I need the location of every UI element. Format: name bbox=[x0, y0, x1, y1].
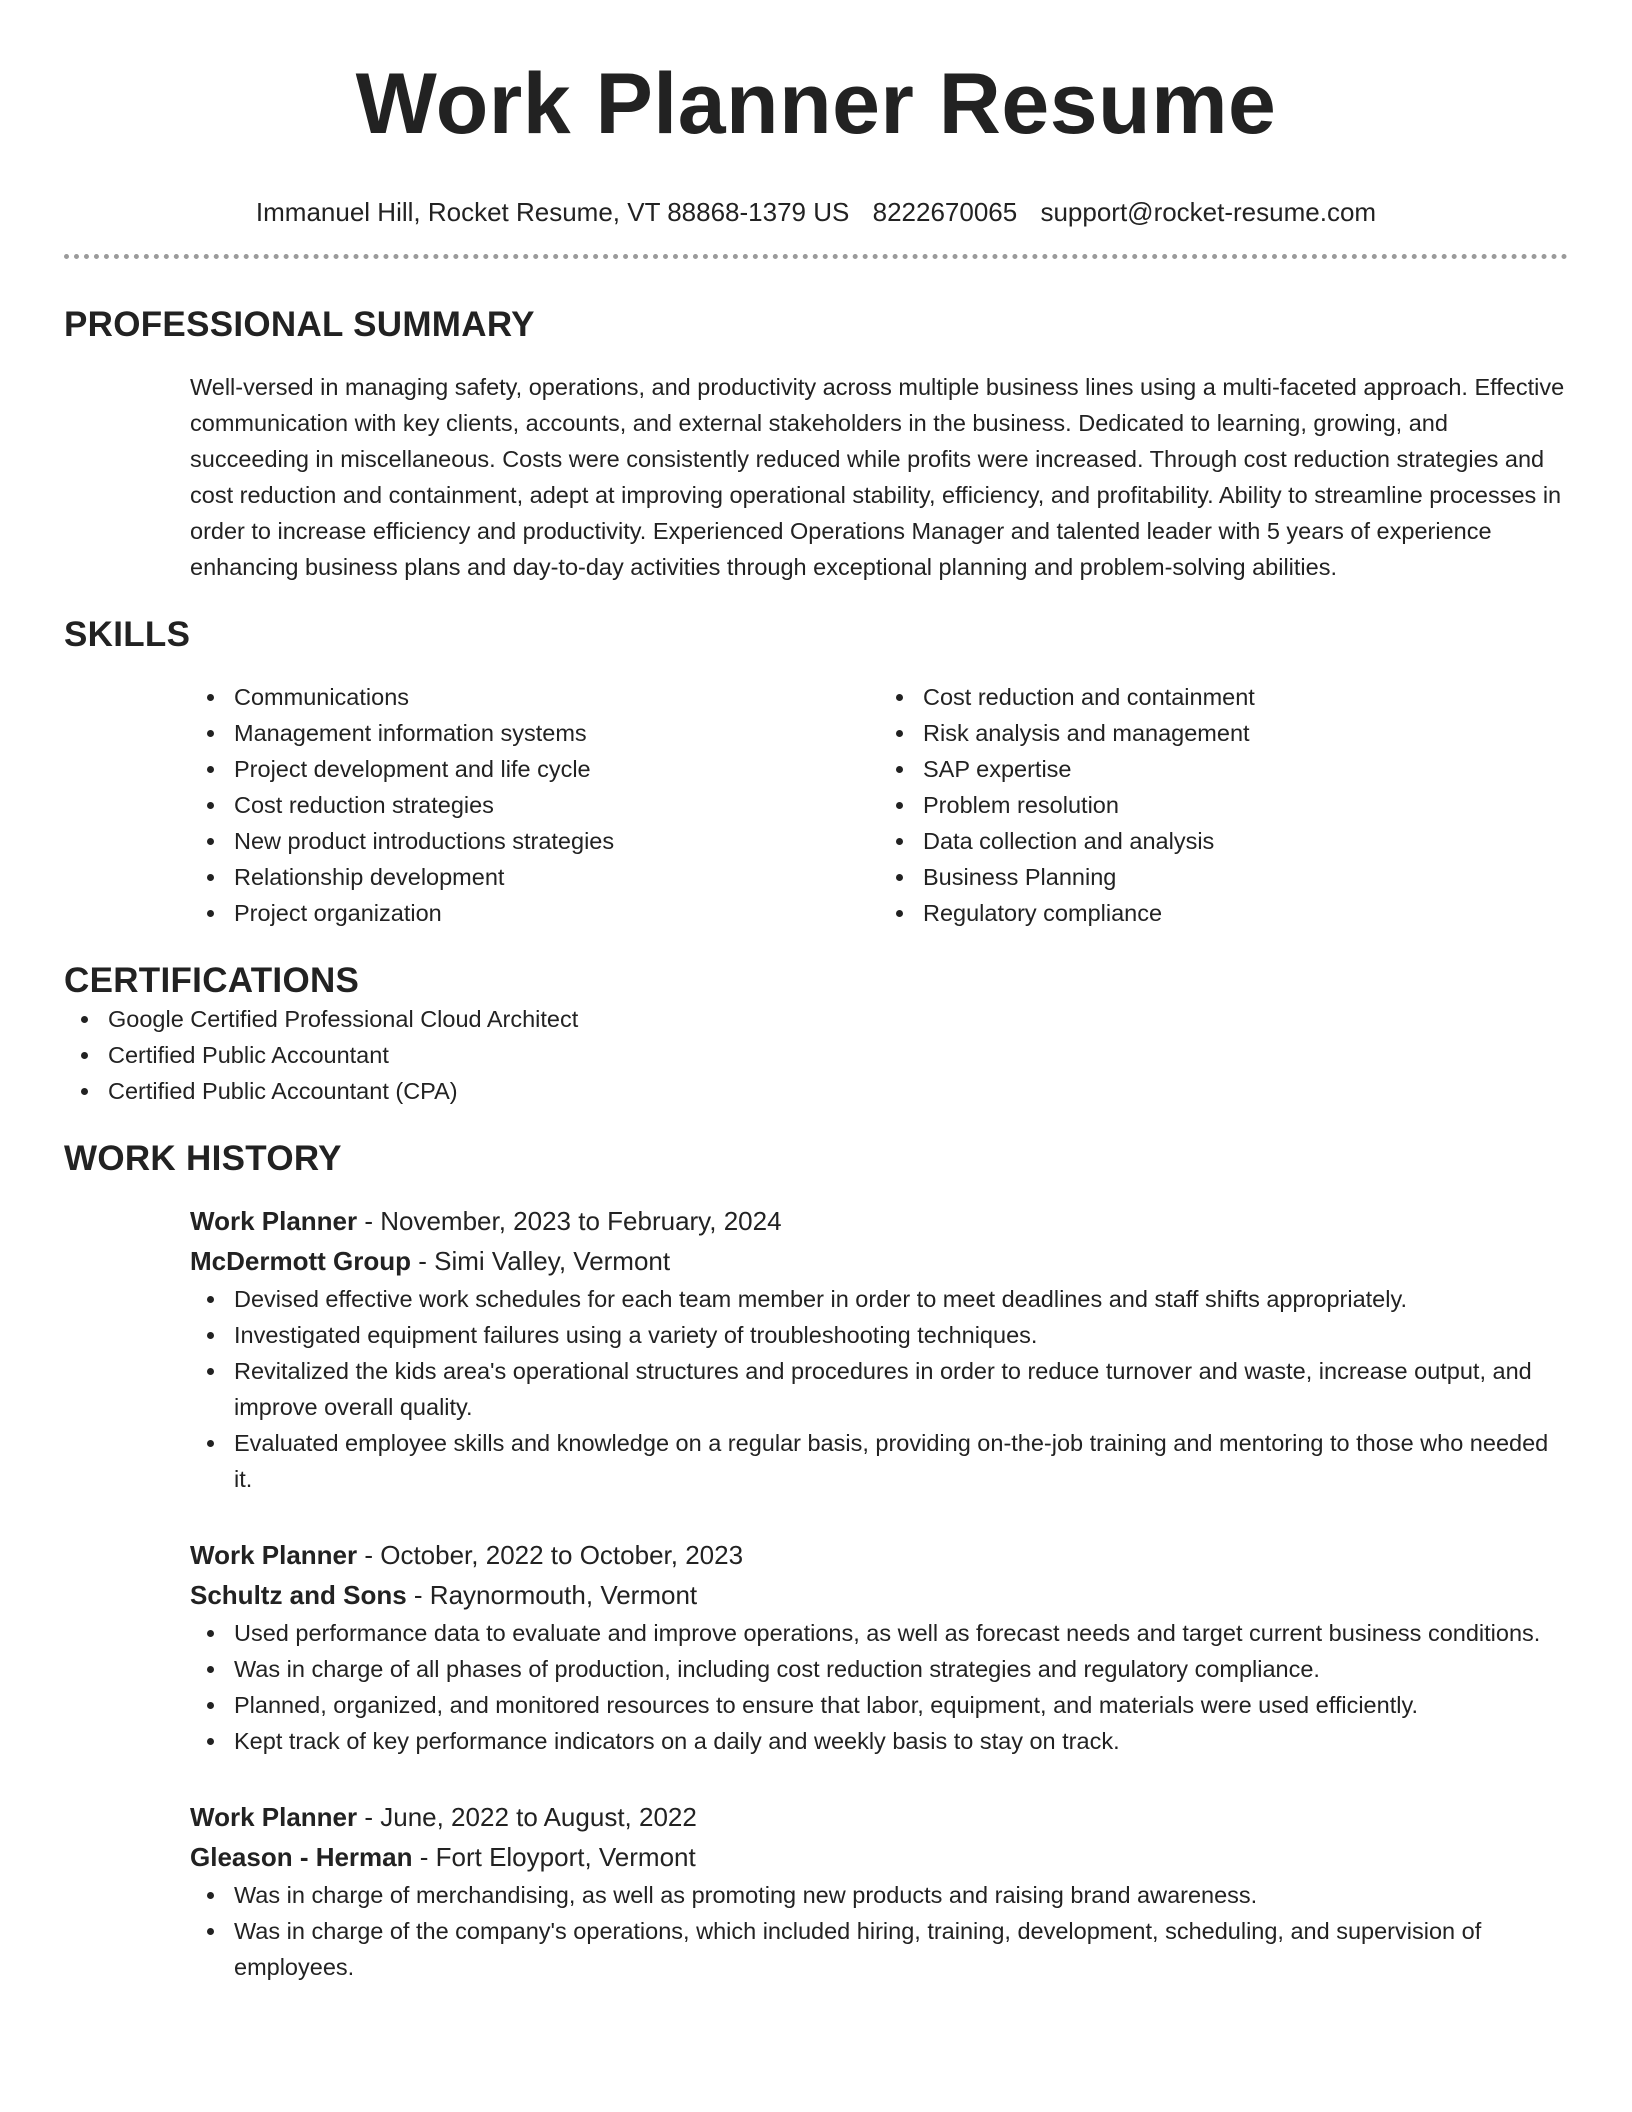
job-dates: - June, 2022 to August, 2022 bbox=[357, 1802, 697, 1832]
skill-item: Management information systems bbox=[234, 715, 879, 751]
work-history-heading: WORK HISTORY bbox=[64, 1139, 342, 1178]
job-company-line bbox=[190, 1575, 1568, 1615]
job-title: Work Planner bbox=[190, 1802, 358, 1832]
job-bullet: Devised effective work schedules for each team member in order to meet deadlines and staff shifts appropriately. bbox=[234, 1281, 1568, 1317]
job-title: Work Planner bbox=[190, 1540, 358, 1570]
job-bullet: Was in charge of all phases of production, including cost reduction strategies and regulatory compliance. bbox=[234, 1651, 1568, 1687]
job-bullet: Investigated equipment failures using a variety of troubleshooting techniques. bbox=[234, 1317, 1568, 1353]
job-location: - Fort Eloyport, Vermont bbox=[412, 1842, 696, 1872]
resume-title: Work Planner Resume bbox=[355, 56, 1277, 152]
job-entry bbox=[190, 1797, 1568, 1985]
summary-heading: PROFESSIONAL SUMMARY bbox=[64, 305, 535, 344]
job-bullet: Planned, organized, and monitored resources to ensure that labor, equipment, and materials were used efficiently. bbox=[234, 1687, 1568, 1723]
skill-item: Communications bbox=[234, 679, 879, 715]
certification-item: Google Certified Professional Cloud Architect bbox=[108, 1001, 1568, 1037]
contact-email: support@rocket-resume.com bbox=[1040, 197, 1377, 227]
skills-list bbox=[190, 679, 1568, 931]
skill-item: Cost reduction strategies bbox=[234, 787, 879, 823]
job-bullet: Was in charge of merchandising, as well as promoting new products and raising brand awareness. bbox=[234, 1877, 1568, 1913]
job-company-line bbox=[190, 1241, 1568, 1281]
job-title: Work Planner bbox=[190, 1206, 358, 1236]
certifications-list bbox=[64, 1001, 1568, 1109]
job-title-line bbox=[190, 1535, 1568, 1575]
job-entry bbox=[190, 1535, 1568, 1759]
skill-item: Project organization bbox=[234, 895, 879, 931]
job-entry bbox=[190, 1201, 1568, 1497]
contact-phone: 8222670065 bbox=[872, 197, 1018, 227]
skills-heading: SKILLS bbox=[64, 615, 191, 654]
summary-text: Well-versed in managing safety, operations, and productivity across multiple business lines using a multi-faceted approach. Effective communication with key clients, accounts, and external stakeholders in the business. Dedicated to learning, growing, and succeeding in miscellaneous. Costs were consistently reduced while profits were increased. Through cost reduction strategies and cost reduction and containment, adept at improving operational stability, efficiency, and profitability. Ability to streamline processes in order to increase efficiency and productivity. Experienced Operations Manager and talented leader with 5 years of experience enhancing business plans and day-to-day activities through exceptional planning and problem-solving abilities. bbox=[190, 374, 1565, 580]
job-location: - Simi Valley, Vermont bbox=[411, 1246, 671, 1276]
skill-item: Business Planning bbox=[923, 859, 1568, 895]
job-bullet: Evaluated employee skills and knowledge on a regular basis, providing on-the-job training and mentoring to those who needed it. bbox=[234, 1425, 1568, 1497]
skill-item: Problem resolution bbox=[923, 787, 1568, 823]
contact-info bbox=[64, 196, 1568, 228]
job-bullets bbox=[190, 1877, 1568, 1985]
job-bullet: Used performance data to evaluate and improve operations, as well as forecast needs and target current business conditions. bbox=[234, 1615, 1568, 1651]
skills-column-left bbox=[190, 679, 879, 931]
job-bullets bbox=[190, 1615, 1568, 1759]
job-bullet: Kept track of key performance indicators on a daily and weekly basis to stay on track. bbox=[234, 1723, 1568, 1759]
job-company: Schultz and Sons bbox=[190, 1580, 407, 1610]
skill-item: Data collection and analysis bbox=[923, 823, 1568, 859]
job-company: McDermott Group bbox=[190, 1246, 411, 1276]
header-divider bbox=[64, 254, 1568, 259]
skill-item: New product introductions strategies bbox=[234, 823, 879, 859]
job-title-line bbox=[190, 1201, 1568, 1241]
skill-item: Project development and life cycle bbox=[234, 751, 879, 787]
job-dates: - October, 2022 to October, 2023 bbox=[357, 1540, 744, 1570]
job-location: - Raynormouth, Vermont bbox=[406, 1580, 698, 1610]
skill-item: Risk analysis and management bbox=[923, 715, 1568, 751]
skills-column-right bbox=[879, 679, 1568, 931]
skill-item: Cost reduction and containment bbox=[923, 679, 1568, 715]
job-bullet: Revitalized the kids area's operational structures and procedures in order to reduce turnover and waste, increase output, and improve overall quality. bbox=[234, 1353, 1568, 1425]
job-dates: - November, 2023 to February, 2024 bbox=[357, 1206, 782, 1236]
certification-item: Certified Public Accountant (CPA) bbox=[108, 1073, 1568, 1109]
certifications-heading: CERTIFICATIONS bbox=[64, 961, 360, 1000]
job-bullets bbox=[190, 1281, 1568, 1497]
skill-item: Relationship development bbox=[234, 859, 879, 895]
skill-item: Regulatory compliance bbox=[923, 895, 1568, 931]
certification-item: Certified Public Accountant bbox=[108, 1037, 1568, 1073]
job-title-line bbox=[190, 1797, 1568, 1837]
job-company-line bbox=[190, 1837, 1568, 1877]
job-company: Gleason - Herman bbox=[190, 1842, 413, 1872]
job-bullet: Was in charge of the company's operations, which included hiring, training, development, scheduling, and supervision of employees. bbox=[234, 1913, 1568, 1985]
skill-item: SAP expertise bbox=[923, 751, 1568, 787]
contact-address: Immanuel Hill, Rocket Resume, VT 88868-1379 US bbox=[255, 197, 850, 227]
